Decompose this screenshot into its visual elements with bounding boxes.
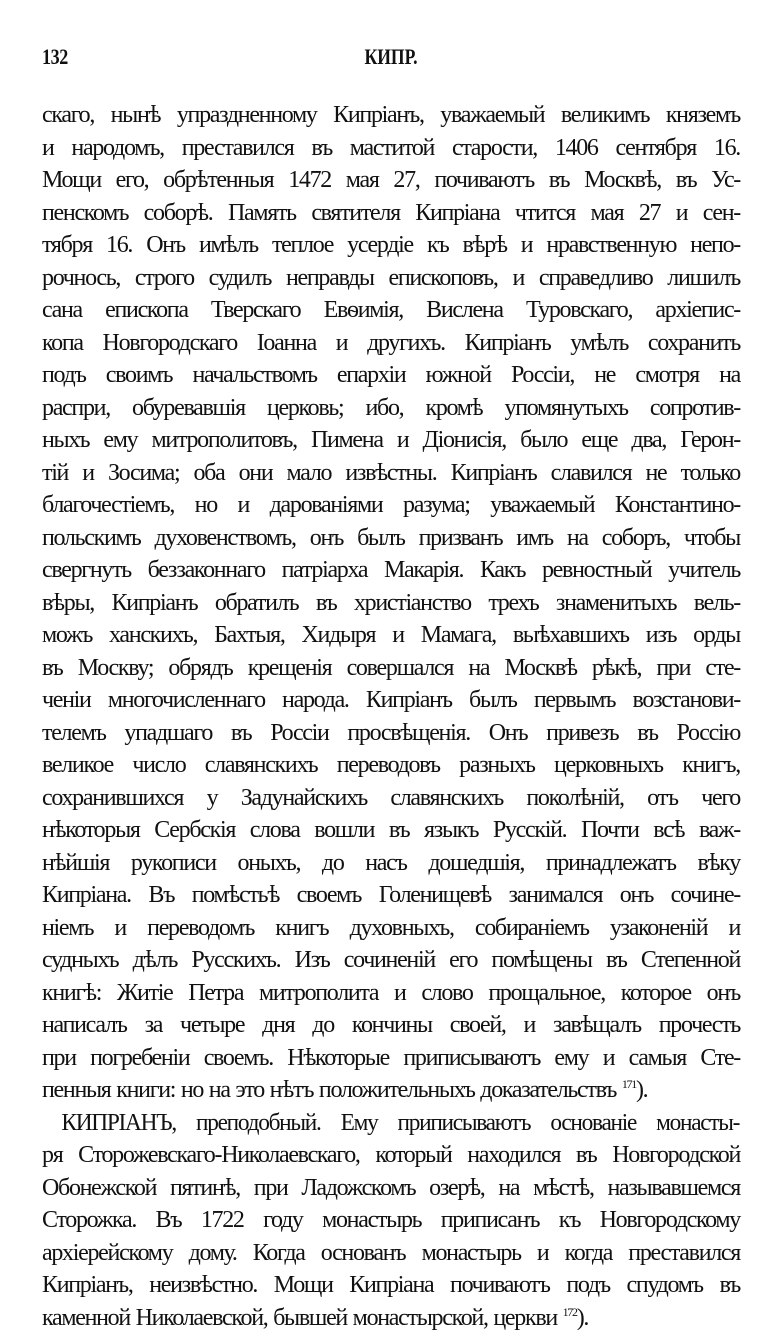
text-line: Кипріана. Въ помѣстьѣ своемъ Голенищевѣ занимался онъ сочине- bbox=[42, 879, 740, 912]
text-line: ченіи многочисленнаго народа. Кипріанъ былъ первымъ возстанови- bbox=[42, 684, 740, 717]
text-line: тій и Зосима; оба они мало извѣстны. Кипріанъ славился не только bbox=[42, 457, 740, 490]
text-line: распри, обуревавшія церковь; ибо, кромѣ упомянутыхъ сопротив- bbox=[42, 392, 740, 425]
text-line: сана епископа Тверскаго Евѳимія, Вислена Туровскаго, архіепис- bbox=[42, 294, 740, 327]
text-line: Кипріанъ, неизвѣстно. Мощи Кипріана почиваютъ подъ спудомъ въ bbox=[42, 1269, 740, 1302]
text-line: телемъ упадшаго въ Россіи просвѣщенія. Онъ привезъ въ Россію bbox=[42, 717, 740, 750]
text-line: Мощи его, обрѣтенныя 1472 мая 27, почиваютъ въ Москвѣ, въ Ус- bbox=[42, 164, 740, 197]
footnote-ref-172[interactable]: 172 bbox=[563, 1305, 577, 1319]
closing-punctuation: ). bbox=[636, 1077, 647, 1103]
text-line: КИПРІАНЪ, преподобный. Ему приписываютъ основаніе монасты- bbox=[42, 1107, 740, 1140]
text-line bbox=[42, 1302, 740, 1334]
text-line: нѣкоторыя Сербскія слова вошли въ языкъ Русскій. Почти всѣ важ- bbox=[42, 814, 740, 847]
text-line: написалъ за четыре дня до кончины своей, и завѣщалъ прочесть bbox=[42, 1009, 740, 1042]
text-line: вѣры, Кипріанъ обратилъ въ христіанство трехъ знаменитыхъ вель- bbox=[42, 587, 740, 620]
text-line: сохранившихся у Задунайскихъ славянскихъ поколѣній, отъ чего bbox=[42, 782, 740, 815]
text-line: судныхъ дѣлъ Русскихъ. Изъ сочиненій его помѣщены въ Степенной bbox=[42, 944, 740, 977]
line-text: пенныя книги: но на это нѣтъ положительныхъ доказательствъ bbox=[42, 1077, 616, 1103]
line-text: каменной Николаевской, бывшей монастырской, церкви bbox=[42, 1305, 557, 1331]
text-line: подъ своимъ начальствомъ епархіи южной Россіи, не смотря на bbox=[42, 359, 740, 392]
text-line: Обонежской пятинѣ, при Ладожскомъ озерѣ, на мѣстѣ, называвшемся bbox=[42, 1172, 740, 1205]
text-line: при погребеніи своемъ. Нѣкоторые приписываютъ ему и самыя Сте- bbox=[42, 1042, 740, 1075]
text-line: копа Новгородскаго Іоанна и другихъ. Кипріанъ умѣлъ сохранить bbox=[42, 327, 740, 360]
page-number: 132 bbox=[42, 44, 68, 70]
text-line: Сторожка. Въ 1722 году монастырь приписанъ къ Новгородскому bbox=[42, 1204, 740, 1237]
text-line: свергнуть беззаконнаго патріарха Макарія. Какъ ревностный учитель bbox=[42, 554, 740, 587]
text-line: рочнось, строго судилъ неправды епископовъ, и справедливо лишилъ bbox=[42, 262, 740, 295]
text-line: можъ ханскихъ, Бахтыя, Хидыря и Мамага, выѣхавшихъ изъ орды bbox=[42, 619, 740, 652]
running-head bbox=[42, 44, 740, 74]
body-text bbox=[42, 99, 740, 1334]
kiprian-venerable-paragraph bbox=[42, 1107, 740, 1334]
text-line: тября 16. Онъ имѣлъ теплое усердіе къ вѣрѣ и нравственную непо- bbox=[42, 229, 740, 262]
footnote-ref-171[interactable]: 171 bbox=[622, 1077, 636, 1091]
running-title: КИПР. bbox=[112, 44, 670, 70]
text-line: благочестіемъ, но и дарованіями разума; уважаемый Константино- bbox=[42, 489, 740, 522]
text-line: въ Москву; обрядъ крещенія совершался на Москвѣ рѣкѣ, при сте- bbox=[42, 652, 740, 685]
text-line: польскимъ духовенствомъ, онъ былъ призванъ имъ на соборъ, чтобы bbox=[42, 522, 740, 555]
text-line: ніемъ и переводомъ книгъ духовныхъ, собираніемъ узаконеній и bbox=[42, 912, 740, 945]
text-line: книгѣ: Житіе Петра митрополита и слово прощальное, которое онъ bbox=[42, 977, 740, 1010]
text-line bbox=[42, 1074, 740, 1107]
closing-punctuation: ). bbox=[577, 1305, 588, 1331]
text-line: нѣйшія рукописи оныхъ, до насъ дошедшія, принадлежатъ вѣку bbox=[42, 847, 740, 880]
text-line: великое число славянскихъ переводовъ разныхъ церковныхъ книгъ, bbox=[42, 749, 740, 782]
text-line: архіерейскому дому. Когда основанъ монастырь и когда преставился bbox=[42, 1237, 740, 1270]
text-line: скаго, нынѣ упраздненному Кипріанъ, уважаемый великимъ княземъ bbox=[42, 99, 740, 132]
text-line: и народомъ, преставился въ маститой старости, 1406 сентября 16. bbox=[42, 132, 740, 165]
text-line: ря Сторожевскаго-Николаевскаго, который находился въ Новгородской bbox=[42, 1139, 740, 1172]
text-line: пенскомъ соборѣ. Память святителя Кипріана чтится мая 27 и сен- bbox=[42, 197, 740, 230]
text-line: ныхъ ему митрополитовъ, Пимена и Діонисія, было еще два, Герон- bbox=[42, 424, 740, 457]
continuation-paragraph bbox=[42, 99, 740, 1107]
